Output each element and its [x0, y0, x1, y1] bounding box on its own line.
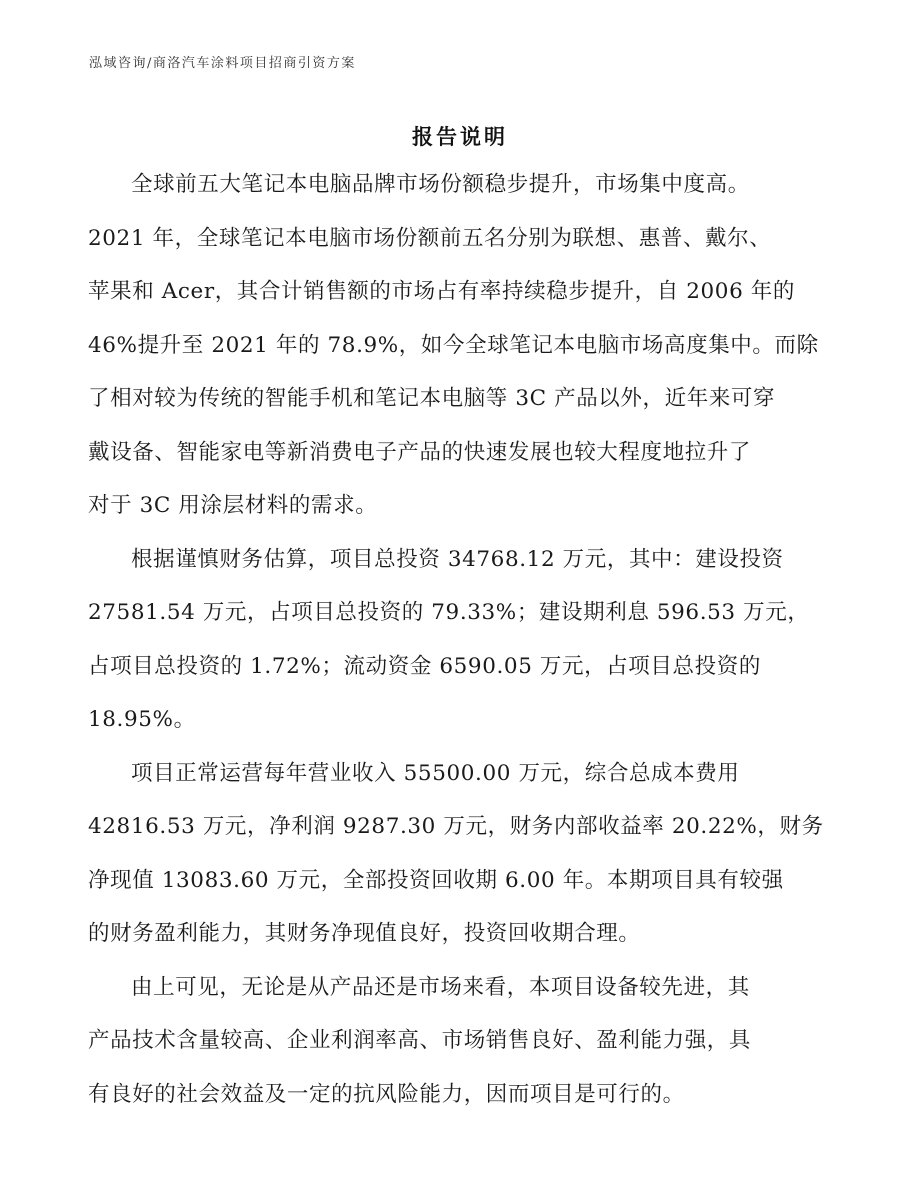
page-header: 泓域咨询/商洛汽车涂料项目招商引资方案: [89, 56, 356, 71]
text-line: 18.95%。: [88, 707, 196, 732]
text-line: 对于 3C 用涂层材料的需求。: [88, 493, 378, 518]
paragraph-conclusion: [88, 973, 848, 1134]
paragraph-investment-estimate: [88, 545, 848, 759]
text-line: 戴设备、智能家电等新消费电子产品的快速发展也较大程度地拉升了: [88, 439, 752, 465]
paragraph-market-concentration: [88, 170, 848, 545]
text-line: 项目正常运营每年营业收入 55500.00 万元，综合总成本费用: [131, 760, 740, 786]
text-line: 苹果和 Acer，其合计销售额的市场占有率持续稳步提升，自 2006 年的: [88, 279, 795, 304]
text-line: 产品技术含量较高、企业利润率高、市场销售良好、盈利能力强，具: [88, 1028, 752, 1053]
text-line: 了相对较为传统的智能手机和笔记本电脑等 3C 产品以外，近年来可穿: [88, 386, 776, 411]
text-line: 的财务盈利能力，其财务净现值良好，投资回收期合理。: [88, 921, 641, 946]
text-line: 有良好的社会效益及一定的抗风险能力，因而项目是可行的。: [88, 1081, 685, 1107]
text-line: 全球前五大笔记本电脑品牌市场份额稳步提升，市场集中度高。: [131, 172, 750, 197]
text-line: 占项目总投资的 1.72%；流动资金 6590.05 万元，占项目总投资的: [88, 653, 761, 679]
text-line: 2021 年，全球笔记本电脑市场份额前五名分别为联想、惠普、戴尔、: [88, 225, 772, 251]
text-line: 42816.53 万元，净利润 9287.30 万元，财务内部收益率 20.22%，财务: [88, 814, 824, 839]
text-line: 净现值 13083.60 万元，全部投资回收期 6.00 年。本期项目具有较强: [88, 867, 784, 893]
report-body: [88, 170, 848, 1133]
text-line: 根据谨慎财务估算，项目总投资 34768.12 万元，其中：建设投资: [131, 546, 784, 572]
paragraph-financial-returns: [88, 759, 848, 973]
text-line: 46%提升至 2021 年的 78.9%，如今全球笔记本电脑市场高度集中。而除: [88, 332, 819, 358]
text-line: 由上可见，无论是从产品还是市场来看，本项目设备较先进，其: [131, 974, 750, 1000]
page-title: 报告说明: [412, 124, 508, 149]
text-line: 27581.54 万元，占项目总投资的 79.33%；建设期利息 596.53 万元，: [88, 600, 810, 625]
